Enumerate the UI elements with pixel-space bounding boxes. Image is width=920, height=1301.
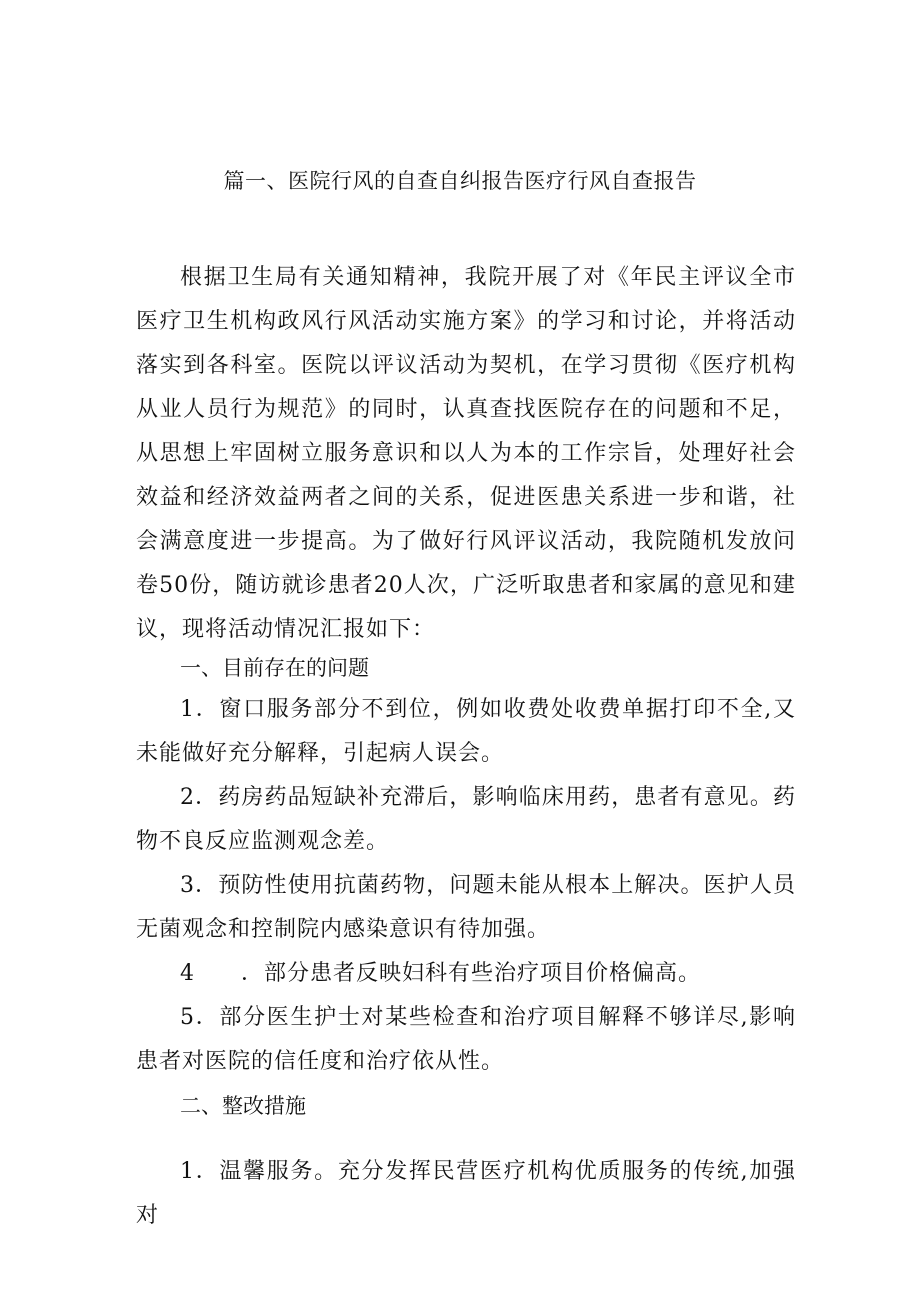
problem-item-3: 3．预防性使用抗菌药物，问题未能从根本上解决。医护人员无菌观念和控制院内感染意识有待加强。	[136, 873, 796, 942]
problem-item-4: 4 ．部分患者反映妇科有些治疗项目价格偏高。	[180, 961, 701, 986]
problem-item-5: 5．部分医生护士对某些检查和治疗项目解释不够详尽,影响患者对医院的信任度和治疗依从性。	[136, 1005, 796, 1074]
intro-paragraph	[136, 256, 796, 652]
document-title: 篇一、医院行风的自查自纠报告医疗行风自查报告	[223, 169, 697, 193]
intro-text: 根据卫生局有关通知精神，我院开展了对《年民主评议全市医疗卫生机构政风行风活动实施方案》的学习和讨论，并将活动落实到各科室。医院以评议活动为契机，在学习贯彻《医疗机构从业人员行为规范》的同时，认真查找医院存在的问题和不足，从思想上牢固树立服务意识和以人为本的工作宗旨，处理好社会效益和经济效益两者之间的关系，促进医患关系进一步和谐，社会满意度进一步提高。为了做好行风评议活动，我院随机发放问卷50份，随访就诊患者20人次，广泛听取患者和家属的意见和建议，现将活动情况汇报如下：	[136, 265, 796, 642]
measure-item-1: 1．温馨服务。充分发挥民营医疗机构优质服务的传统,加强对	[136, 1159, 796, 1228]
problem-item-1: 1．窗口服务部分不到位，例如收费处收费单据打印不全,又未能做好充分解释，引起病人误会。	[136, 697, 796, 766]
section-heading-problems: 一、目前存在的问题	[180, 656, 369, 680]
section-heading-measures: 二、整改措施	[180, 1094, 306, 1118]
problem-item-2: 2．药房药品短缺补充滞后，影响临床用药，患者有意见。药物不良反应监测观念差。	[136, 785, 796, 854]
